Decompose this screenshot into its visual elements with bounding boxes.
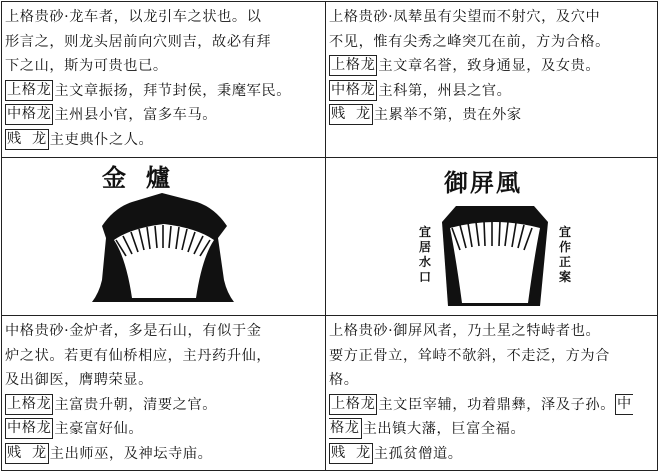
grade-row bbox=[329, 79, 654, 104]
text-line: 炉之状。若更有仙桥相应，主丹药升仙， bbox=[5, 347, 272, 364]
grade-row bbox=[5, 103, 321, 128]
grade-text: 主富贵升朝，清要之官。 bbox=[54, 396, 218, 413]
grade-row bbox=[329, 442, 654, 467]
grade-row bbox=[329, 54, 654, 79]
grade-row bbox=[329, 393, 654, 418]
illustration-title: 御屏風 bbox=[444, 169, 522, 197]
grade-tag: 格龙 bbox=[329, 418, 362, 439]
grade-text: 主科第，州县之官。 bbox=[378, 82, 512, 99]
grade-row bbox=[329, 417, 654, 442]
grade-row bbox=[329, 103, 654, 128]
cell-dragon-chariot bbox=[2, 2, 325, 157]
grade-text: 主出镇大藩，巨富全福。 bbox=[362, 421, 526, 437]
grade-text: 主文臣宰辅，功着鼎彝，泽及子孙。 bbox=[378, 396, 615, 413]
grade-text: 主文章振扬，拜节封侯，秉麾军民。 bbox=[54, 82, 291, 99]
illustration-golden-furnace bbox=[2, 158, 325, 315]
grade-tag: 上格龙 bbox=[329, 394, 377, 415]
grade-tag: 中格龙 bbox=[329, 80, 377, 101]
grade-tag: 贱 龙 bbox=[329, 104, 373, 125]
text-line: 上格贵砂·御屏风者，乃土星之特峙者也。 bbox=[329, 323, 601, 339]
text-line: 要方正骨立，耸峙不欹斜，不走泛，方为合 bbox=[329, 347, 610, 364]
text-line: 及出御医，膺聘荣显。 bbox=[5, 372, 153, 388]
grade-text: 主文章名誉，致身通显，及女贵。 bbox=[378, 58, 601, 74]
grade-row bbox=[5, 442, 321, 467]
table-grid bbox=[1, 1, 658, 471]
grade-text: 主累举不第，贵在外家 bbox=[373, 107, 522, 123]
grade-tag: 贱 龙 bbox=[329, 443, 373, 464]
grade-row bbox=[5, 79, 321, 104]
grade-tag: 中格龙 bbox=[5, 104, 53, 125]
text-line: 上格贵砂·凤辇虽有尖望而不射穴，及穴中 bbox=[329, 9, 601, 25]
grade-row bbox=[5, 128, 321, 153]
grade-tag: 贱 龙 bbox=[5, 129, 49, 150]
grade-text: 主豪富好仙。 bbox=[54, 421, 144, 437]
grade-tag: 上格龙 bbox=[329, 55, 377, 76]
text-line: 形言之，则龙头居前向穴则吉，故必有拜 bbox=[5, 33, 272, 50]
cell-phoenix-carriage bbox=[326, 2, 658, 157]
text-line: 下之山，斯为可贵也已。 bbox=[5, 58, 168, 74]
text-line: 中格贵砂·金炉者，多是石山，有似于金 bbox=[5, 323, 262, 339]
illustration-imperial-screen bbox=[326, 158, 658, 315]
grade-text: 主吏典仆之人。 bbox=[49, 131, 154, 148]
cell-golden-furnace bbox=[2, 316, 325, 472]
furnace-mountain-drawing bbox=[2, 158, 325, 315]
right-vertical-label: 宜 作 正 案 bbox=[558, 225, 571, 284]
grade-text: 主出师巫，及神坛寺庙。 bbox=[49, 445, 213, 462]
cell-imperial-screen bbox=[326, 316, 658, 472]
grade-tag: 上格龙 bbox=[5, 80, 53, 101]
grade-text: 主州县小官，富多车马。 bbox=[54, 107, 218, 123]
illustration-title: 金爐 bbox=[102, 164, 190, 192]
grade-text: 主孤贫僧道。 bbox=[373, 445, 463, 462]
left-vertical-label: 宜 居 水 口 bbox=[418, 225, 431, 284]
text-line: 格。 bbox=[329, 372, 359, 388]
grade-row bbox=[5, 417, 321, 442]
grade-tag: 中 bbox=[615, 394, 633, 415]
grade-tag: 中格龙 bbox=[5, 418, 53, 439]
screen-mountain-drawing bbox=[326, 158, 658, 315]
text-line: 不见，惟有尖秀之峰突兀在前，方为合格。 bbox=[329, 33, 610, 50]
grade-tag: 上格龙 bbox=[5, 394, 53, 415]
text-line: 上格贵砂·龙车者，以龙引车之状也。以 bbox=[5, 9, 262, 25]
grade-tag: 贱 龙 bbox=[5, 443, 49, 464]
grade-row bbox=[5, 393, 321, 418]
